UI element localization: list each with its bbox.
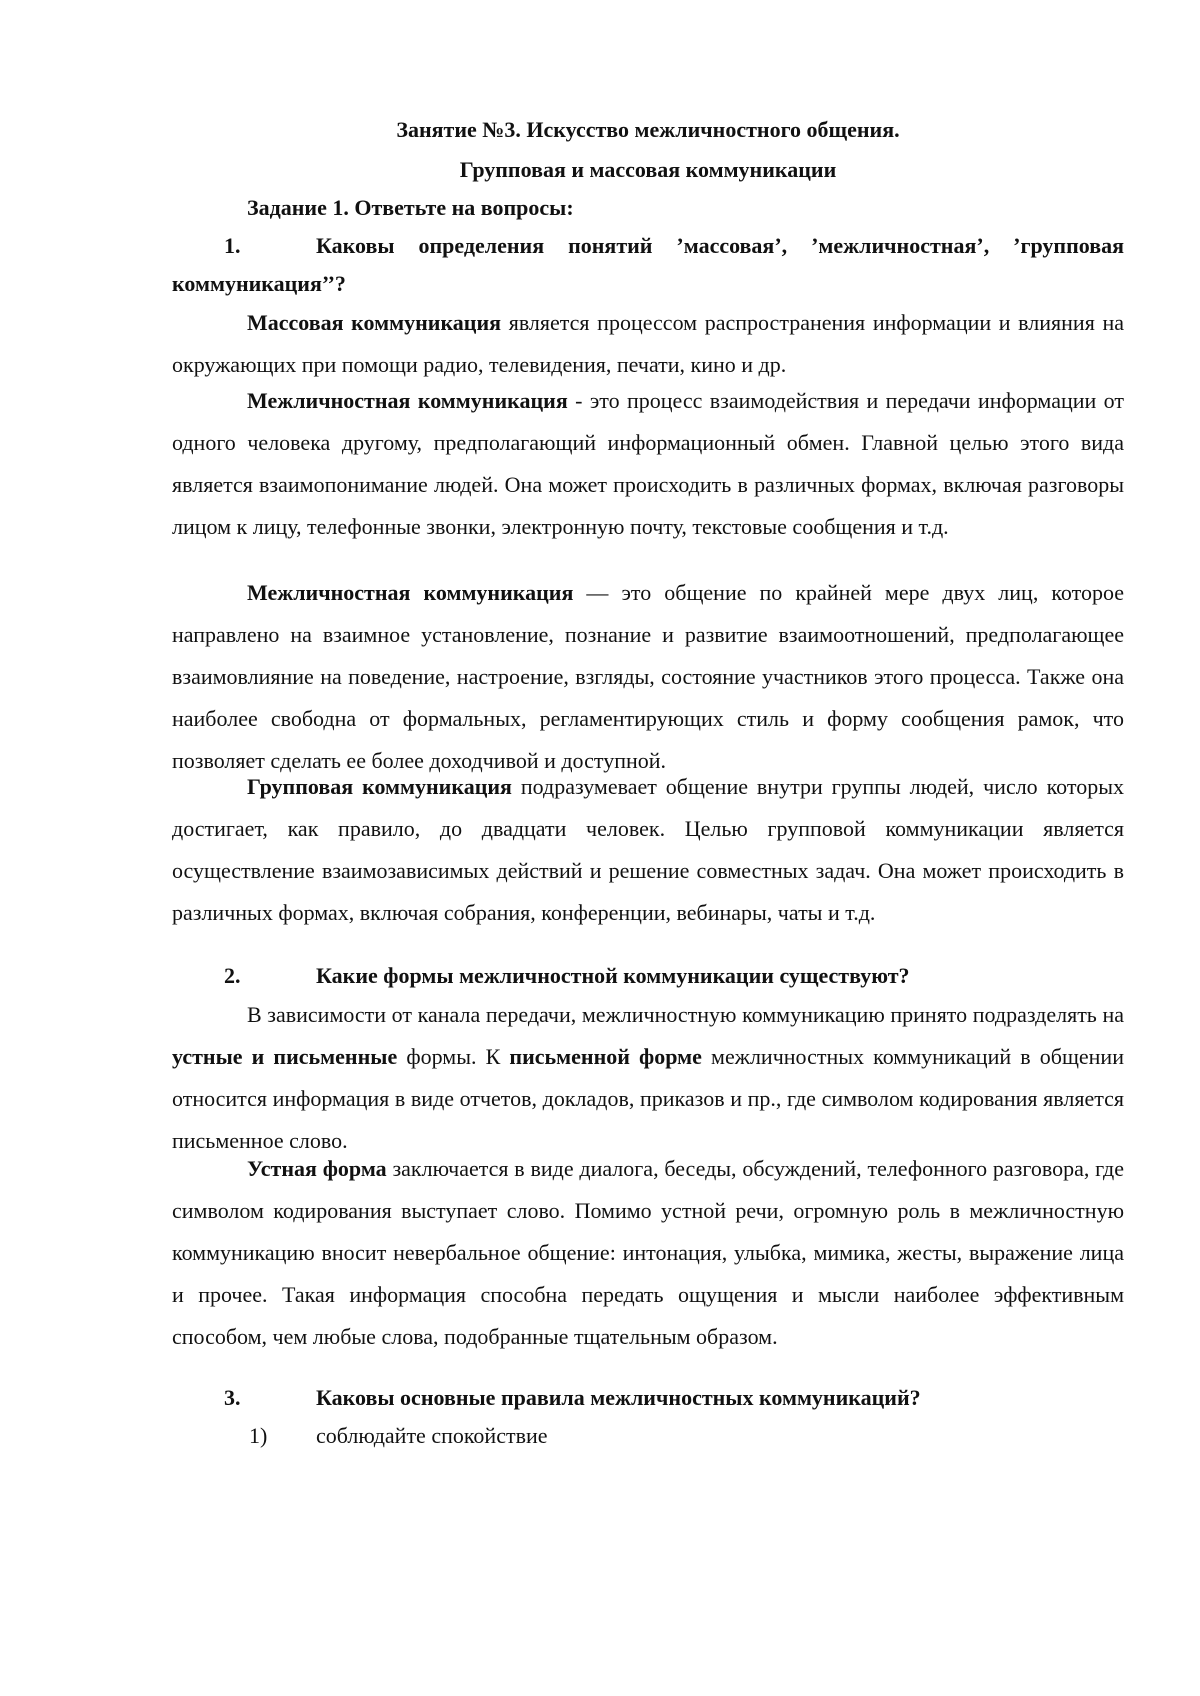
term-mass: Массовая коммуникация: [247, 310, 502, 335]
paragraph-oral: [172, 1148, 1124, 1358]
paragraph-interpersonal-2: [172, 572, 1124, 782]
title-line-1: Занятие №3. Искусство межличностного общения.: [396, 117, 900, 142]
term-interpersonal-2: Межличностная коммуникация: [247, 580, 574, 605]
term-oral: Устная форма: [247, 1156, 387, 1181]
question-2-text: Какие формы межличностной коммуникации существуют?: [316, 963, 910, 988]
text-interpersonal-1: - это процесс взаимодействия и передачи информации от одного человека другому, предполагающий информационный обмен. Главной целью этого вида является взаимопонимание людей. Она может происходить в различных формах, включая разговоры лицом к лицу, телефонные звонки, электронную почту, текстовые сообщения и т.д.: [172, 388, 1125, 539]
text-oral: заключается в виде диалога, беседы, обсуждений, телефонного разговора, где символом кодирования выступает слово. Помимо устной речи, огромную роль в межличностную коммуникацию вносит невербальное общение: интонация, улыбка, мимика, жесты, выражение лица и прочее. Такая информация способна передать ощущения и мысли наиболее эффективным способом, чем любые слова, подобранные тщательным образом.: [172, 1156, 1124, 1349]
paragraph-forms: [172, 994, 1124, 1162]
forms-bold-2: письменной форме: [509, 1044, 702, 1069]
task-1-heading: Задание 1. Ответьте на вопросы:: [247, 195, 574, 220]
text-interpersonal-2: — это общение по крайней мере двух лиц, которое направлено на взаимное установление, познание и развитие взаимоотношений, предполагающее взаимовлияние на поведение, настроение, взгляды, состояние участников этого процесса. Также она наиболее свободна от формальных, регламентирующих стиль и форму сообщения рамок, что позволяет сделать ее более доходчивой и доступной.: [172, 580, 1125, 773]
paragraph-mass: [172, 302, 1124, 386]
title-line-2: Групповая и массовая коммуникации: [459, 157, 837, 182]
paragraph-group: [172, 766, 1124, 934]
paragraph-interpersonal-1: [172, 380, 1124, 548]
question-3-number: 3.: [224, 1385, 241, 1410]
question-2-number: 2.: [224, 963, 241, 988]
text-mass: является процессом распространения информации и влияния на окружающих при помощи радио, телевидения, печати, кино и др.: [172, 310, 1124, 377]
forms-text-1: В зависимости от канала передачи, межличностную коммуникацию принято подразделять на: [247, 1002, 1124, 1027]
question-3-text: Каковы основные правила межличностных коммуникаций?: [316, 1385, 921, 1410]
forms-text-2: формы. К: [397, 1044, 510, 1069]
term-group: Групповая коммуникация: [247, 774, 512, 799]
rule-1-number: 1): [249, 1423, 268, 1448]
forms-bold-1: устные и письменные: [172, 1044, 398, 1069]
question-1-text: Каковы определения понятий ’массовая’, ’межличностная’, ’групповая: [316, 233, 1124, 258]
question-1-text-cont: коммуникация’’?: [172, 271, 346, 296]
forms-text-3: межличностных коммуникаций в общении относится информация в виде отчетов, докладов, приказов и пр., где символом кодирования является письменное слово.: [172, 1044, 1124, 1153]
term-interpersonal-1: Межличностная коммуникация: [247, 388, 568, 413]
text-group: подразумевает общение внутри группы людей, число которых достигает, как правило, до двадцати человек. Целью групповой коммуникации является осуществление взаимозависимых действий и решение совместных задач. Она может происходить в различных формах, включая собрания, конференции, вебинары, чаты и т.д.: [172, 774, 1124, 925]
rule-1-text: соблюдайте спокойствие: [316, 1423, 548, 1448]
question-1-number: 1.: [224, 233, 241, 258]
